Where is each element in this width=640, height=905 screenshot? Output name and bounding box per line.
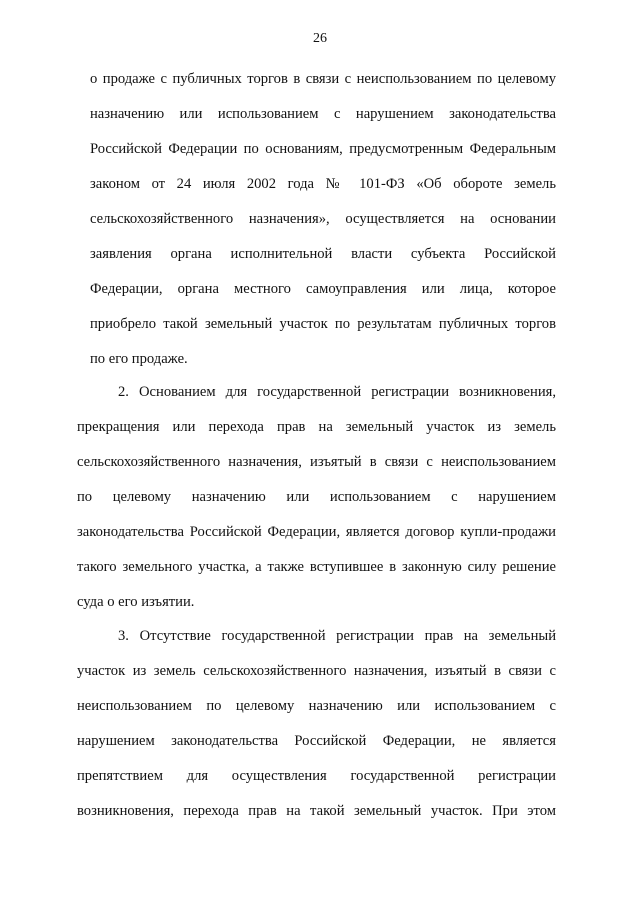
text-line: 2. Основанием для государственной регистрации возникновения, [118, 384, 556, 400]
text-line: законодательства Российской Федерации, является договор купли-продажи [77, 524, 556, 540]
text-line: 3. Отсутствие государственной регистрации прав на земельный [118, 628, 556, 644]
text-line: заявления органа исполнительной власти субъекта Российской [90, 246, 556, 262]
text-line: нарушением законодательства Российской Федерации, не является [77, 733, 556, 749]
text-line: по его продаже. [90, 351, 188, 367]
page-number: 26 [313, 31, 327, 46]
text-line: возникновения, перехода прав на такой земельный участок. При этом [77, 803, 556, 819]
text-line: о продаже с публичных торгов в связи с неиспользованием по целевому [90, 71, 556, 87]
text-line: такого земельного участка, а также вступившее в законную силу решение [77, 559, 556, 575]
text-line: Федерации, органа местного самоуправления или лица, которое [90, 281, 556, 297]
text-line: сельскохозяйственного назначения», осуществляется на основании [90, 211, 556, 227]
text-line: участок из земель сельскохозяйственного назначения, изъятый в связи с [77, 663, 556, 679]
text-line: прекращения или перехода прав на земельный участок из земель [77, 419, 556, 435]
text-line: препятствием для осуществления государственной регистрации [77, 768, 556, 784]
text-line: по целевому назначению или использованием с нарушением [77, 489, 556, 505]
text-line: законом от 24 июля 2002 года № 101-ФЗ «Об обороте земель [90, 176, 556, 192]
text-line: Российской Федерации по основаниям, предусмотренным Федеральным [90, 141, 556, 157]
text-line: неиспользованием по целевому назначению или использованием с [77, 698, 556, 714]
text-line: назначению или использованием с нарушением законодательства [90, 106, 556, 122]
text-line: сельскохозяйственного назначения, изъятый в связи с неиспользованием [77, 454, 556, 470]
text-line: суда о его изъятии. [77, 594, 195, 610]
text-line: приобрело такой земельный участок по результатам публичных торгов [90, 316, 556, 332]
